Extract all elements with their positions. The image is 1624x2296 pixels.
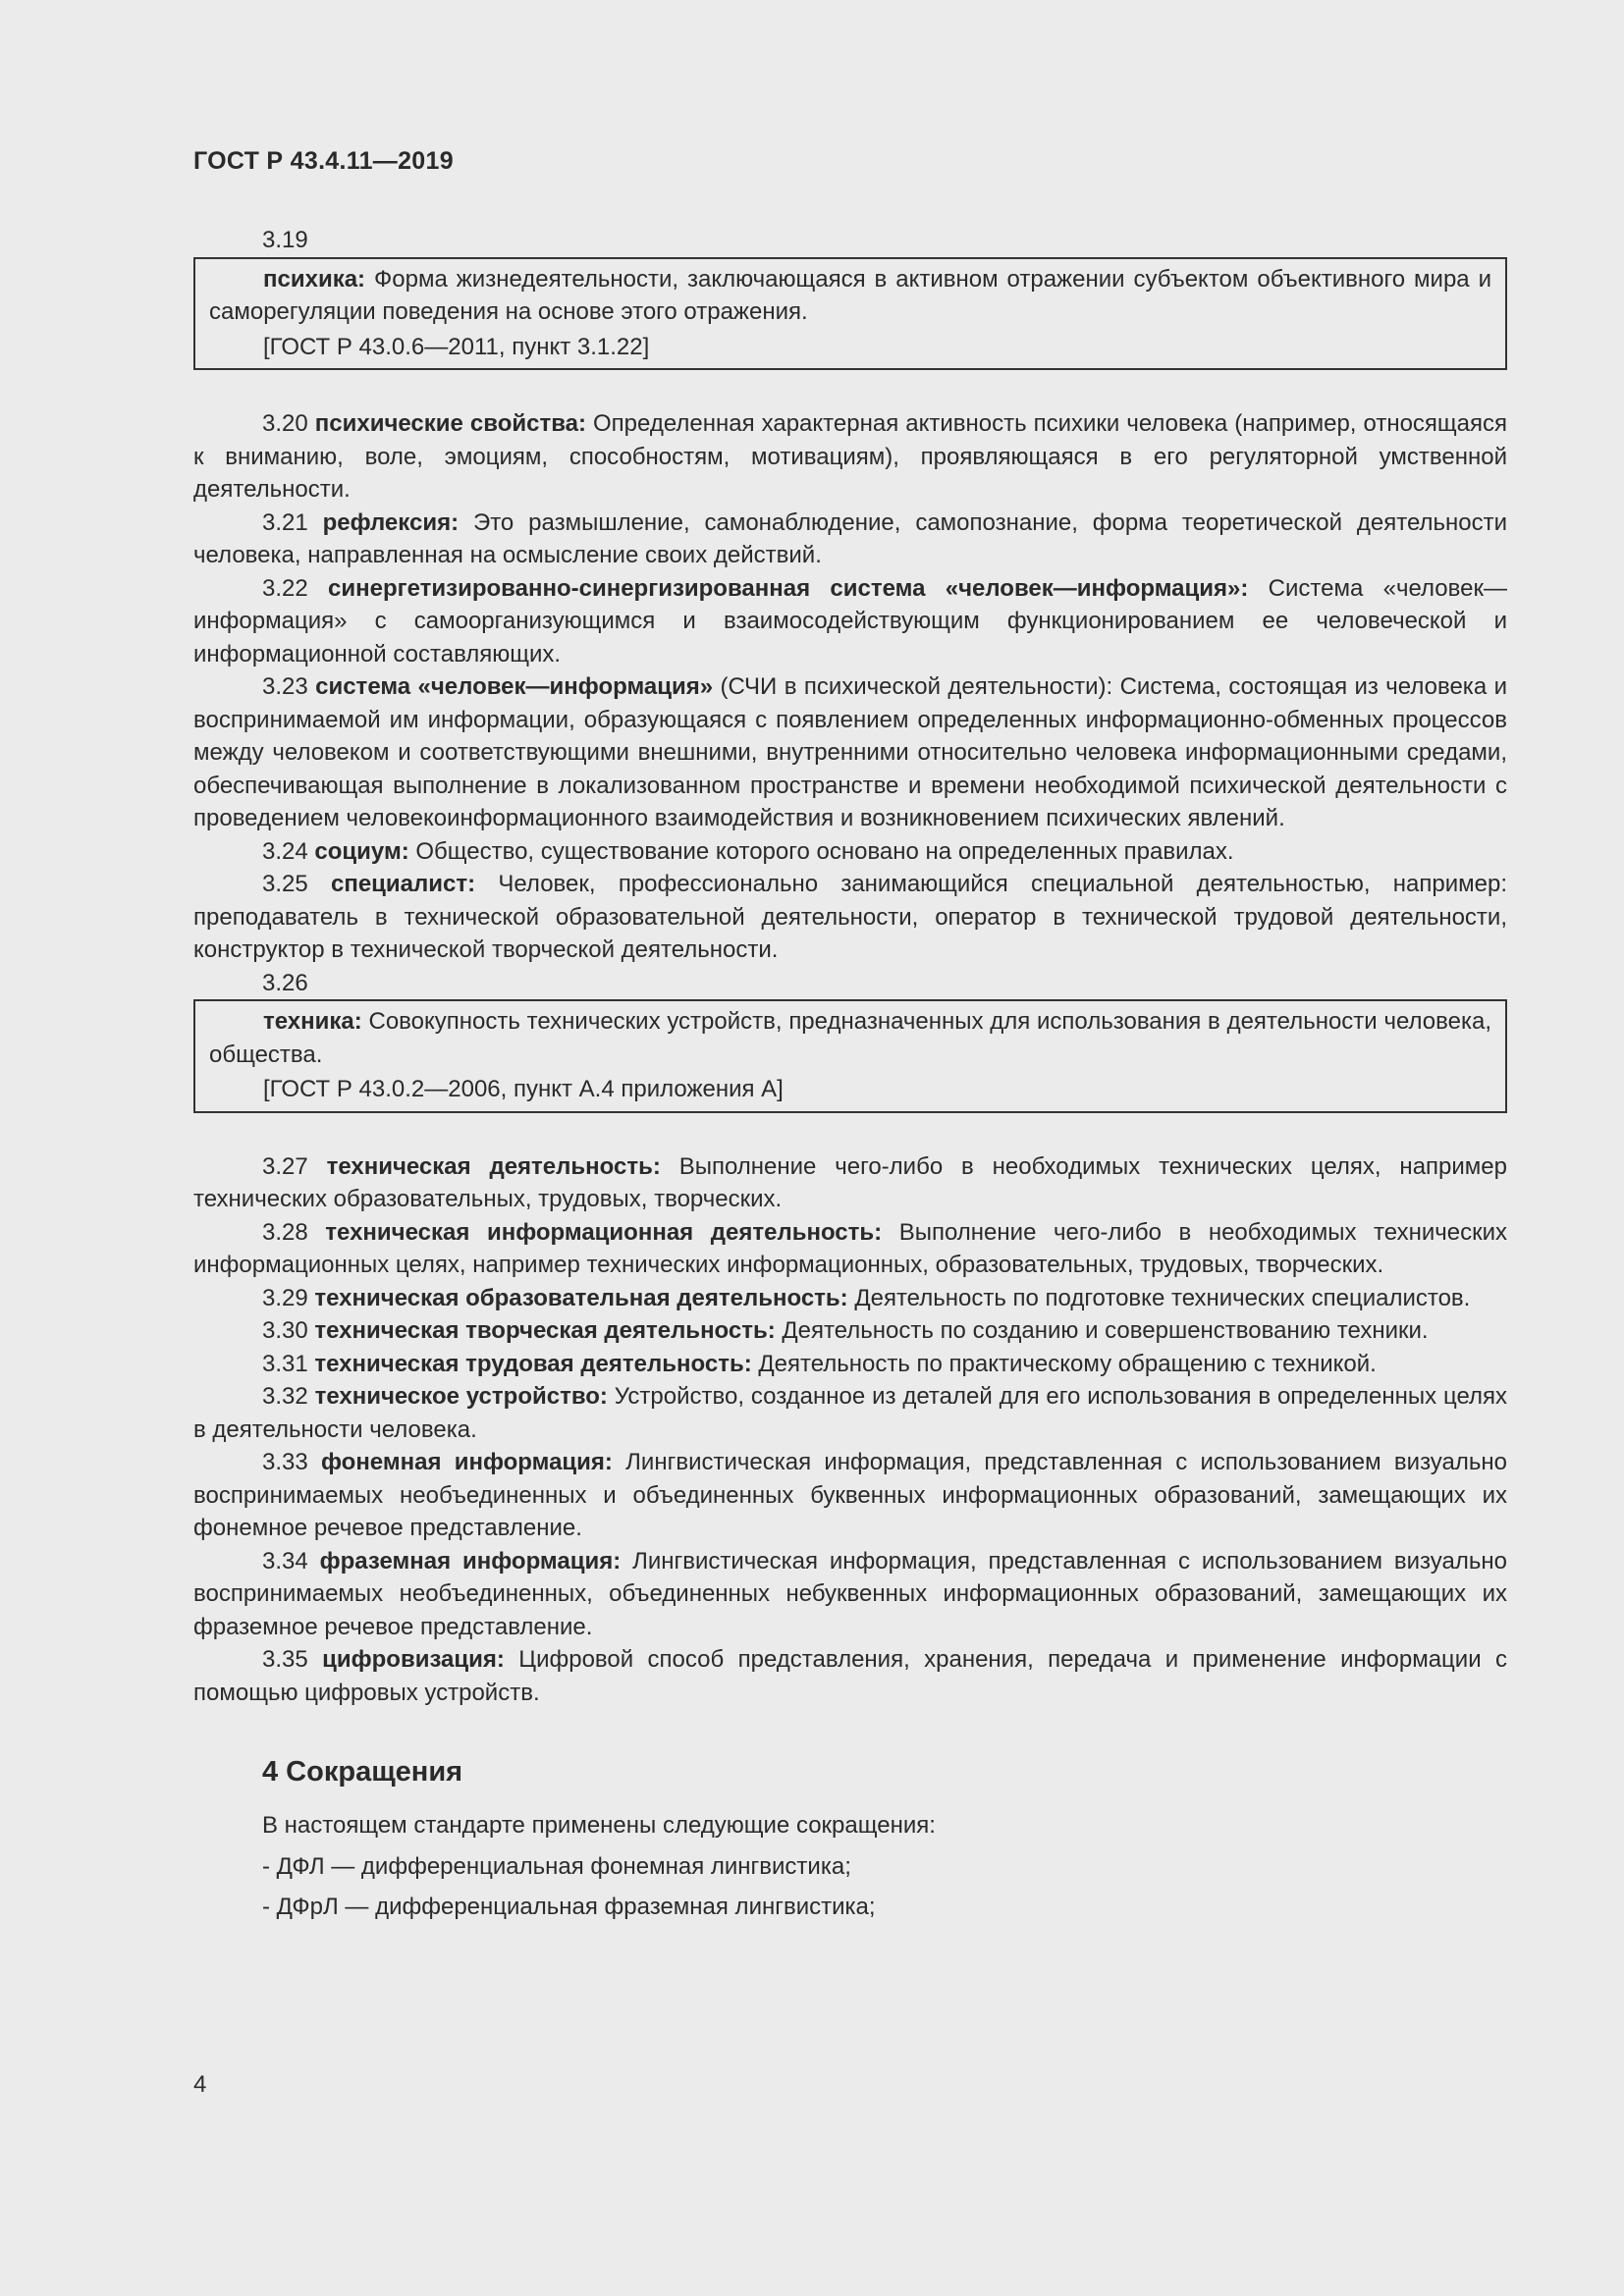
clause-number: 3.21: [262, 508, 323, 536]
definition-3-31: [193, 1348, 1507, 1381]
section-heading: 4 Сокращения: [262, 1756, 463, 1788]
term: система «человек—информация»: [315, 673, 714, 700]
clause-number-3-19: 3.19: [262, 227, 308, 253]
term: социум:: [314, 837, 409, 865]
definition-3-21: [193, 507, 1507, 572]
definition-text: Лингвистическая информация, представленная с использованием визуально воспринимаемых необъединенных, объединенных небуквенных информационных образований, замещающих их фраземное речевое представление.: [193, 1547, 1507, 1640]
definition-3-28: [193, 1216, 1507, 1282]
clause-number: 3.25: [262, 871, 331, 897]
definition-3-19: [209, 263, 1491, 329]
clause-number: 3.24: [262, 837, 315, 865]
definition-3-32: [193, 1380, 1507, 1446]
quoted-definition-box-3-19: [193, 257, 1507, 371]
term: фраземная информация:: [319, 1547, 622, 1575]
definition-text: Совокупность технических устройств, предназначенных для использования в деятельности человека, общества.: [209, 1008, 1491, 1068]
definition-text: Деятельность по практическому обращению с техникой.: [751, 1350, 1377, 1377]
clause-number: 3.20: [262, 410, 315, 437]
definition-3-25: [193, 868, 1507, 967]
term: техническая трудовая деятельность:: [314, 1350, 752, 1377]
clause-number: 3.23: [262, 673, 316, 700]
definition-source: [ГОСТ Р 43.0.2—2006, пункт А.4 приложения А]: [263, 1076, 784, 1102]
clause-number: 3.33: [262, 1449, 321, 1475]
definition-3-33: [193, 1446, 1507, 1545]
term: техническая творческая деятельность:: [314, 1317, 776, 1344]
page-number: 4: [193, 2071, 207, 2098]
definition-3-24: [193, 835, 1507, 869]
term: фонемная информация:: [320, 1449, 613, 1475]
term: техническая деятельность:: [326, 1152, 661, 1180]
definition-3-20: [193, 407, 1507, 507]
definition-text: Деятельность по созданию и совершенствованию техники.: [775, 1317, 1429, 1344]
definition-text: Определенная характерная активность психики человека (например, относящаяся к вниманию, воле, эмоциям, способностям, мотивациям), проявляющаяся в его регуляторной умственной деятельности.: [193, 410, 1507, 503]
definition-text: Выполнение чего-либо в необходимых технических информационных целях, например технических информационных, образовательных, трудовых, творческих.: [193, 1218, 1507, 1278]
definition-text: Лингвистическая информация, представленная с использованием визуально воспринимаемых необъединенных и объединенных буквенных информационных образований, замещающих их фонемное речевое представление.: [193, 1449, 1507, 1541]
definition-3-29: [193, 1282, 1507, 1315]
definition-3-26: [209, 1005, 1491, 1071]
term: специалист:: [330, 871, 476, 897]
term: синергетизированно-синергизированная система «человек—информация»:: [328, 574, 1249, 602]
standard-header: ГОСТ Р 43.4.11—2019: [193, 147, 454, 175]
clause-number: 3.35: [262, 1646, 323, 1673]
definition-3-22: [193, 572, 1507, 671]
definition-3-27: [193, 1150, 1507, 1216]
term: цифровизация:: [322, 1646, 505, 1673]
term: психика:: [263, 265, 366, 293]
clause-number: 3.32: [262, 1383, 315, 1410]
term: техническая образовательная деятельность:: [314, 1284, 848, 1311]
clause-number: 3.34: [262, 1547, 320, 1575]
definition-text: Человек, профессионально занимающийся специальной деятельностью, например: преподаватель в технической образовательной деятельности, оператор в технической трудовой деятельности, конструктор в технической творческой деятельности.: [193, 871, 1507, 963]
clause-number-3-26: 3.26: [262, 969, 308, 996]
definition-text: Устройство, созданное из деталей для его использования в определенных целях в деятельности человека.: [193, 1383, 1507, 1443]
clause-number: 3.28: [262, 1218, 326, 1246]
definition-text: Это размышление, самонаблюдение, самопознание, форма теоретической деятельности человека, направленная на осмысление своих действий.: [193, 508, 1507, 568]
definition-text: Форма жизнедеятельности, заключающаяся в активном отражении субъектом объективного мира и саморегуляции поведения на основе этого отражения.: [209, 265, 1491, 325]
definition-text: Система «человек—информация» с самоорганизующимся и взаимосодействующим функционированием ее человеческой и информационной составляющих.: [193, 574, 1507, 667]
definition-text: Выполнение чего-либо в необходимых технических целях, например технических образовательных, трудовых, творческих.: [193, 1152, 1507, 1212]
clause-number: 3.31: [262, 1350, 315, 1377]
quoted-definition-box-3-26: [193, 999, 1507, 1113]
definition-text: Деятельность по подготовке технических специалистов.: [847, 1284, 1471, 1311]
term: техника:: [263, 1008, 362, 1035]
definition-3-23: [193, 670, 1507, 835]
document-body: [193, 224, 1507, 1924]
term: психические свойства:: [314, 410, 586, 437]
definition-3-35: [193, 1643, 1507, 1709]
clause-number: 3.22: [262, 574, 329, 602]
definition-text: (СЧИ в психической деятельности): Система, состоящая из человека и воспринимаемой им информации, образующаяся с появлением определенных информационно-обменных процессов между человеком и соответствующими внешними, внутренними относительно человека информационными средами, обеспечивающая выполнение в локализованном пространстве и времени необходимой психической деятельности с проведением человекоинформационного взаимодействия и возникновением психических явлений.: [193, 673, 1507, 831]
clause-number: 3.29: [262, 1284, 315, 1311]
clause-number: 3.27: [262, 1152, 327, 1180]
abbreviation-item: - ДФЛ — дифференциальная фонемная лингвистика;: [262, 1852, 851, 1880]
abbreviation-item: - ДФрЛ — дифференциальная фраземная лингвистика;: [262, 1894, 876, 1920]
clause-number: 3.30: [262, 1317, 315, 1344]
definition-text: Цифровой способ представления, хранения, передача и применение информации с помощью цифровых устройств.: [193, 1646, 1507, 1706]
section-intro: В настоящем стандарте применены следующие сокращения:: [262, 1812, 936, 1839]
definition-source: [ГОСТ Р 43.0.6—2011, пункт 3.1.22]: [263, 333, 650, 360]
term: техническая информационная деятельность:: [325, 1218, 883, 1246]
term: рефлексия:: [322, 508, 460, 536]
term: техническое устройство:: [314, 1383, 608, 1410]
definition-3-30: [193, 1314, 1507, 1348]
definition-3-34: [193, 1545, 1507, 1644]
definition-text: Общество, существование которого основано на определенных правилах.: [408, 837, 1234, 865]
